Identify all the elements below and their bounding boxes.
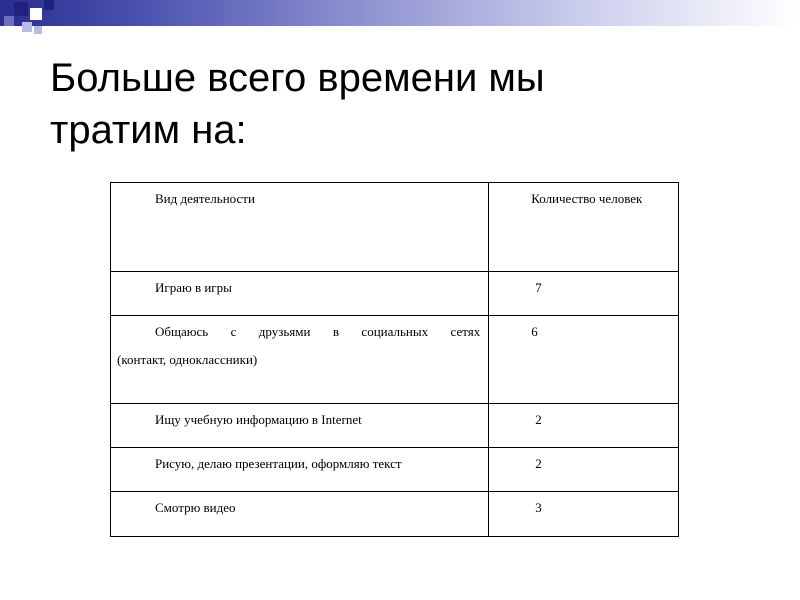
slide-title-line-2: тратим на: xyxy=(50,108,247,152)
table-row xyxy=(111,492,679,537)
table-row xyxy=(111,272,679,316)
activity-label: Общаюсь с друзьями в социальных сетях xyxy=(155,324,481,339)
activity-table xyxy=(110,182,679,537)
header-activity-label: Вид деятельности xyxy=(155,191,255,206)
decoration-square xyxy=(22,22,32,32)
activity-label: Смотрю видео xyxy=(155,500,236,515)
count-cell xyxy=(489,272,679,316)
slide-title-line-1: Больше всего времени мы xyxy=(50,56,545,100)
count-value: 2 xyxy=(535,456,542,471)
top-decoration-bar xyxy=(0,0,800,26)
activity-cell xyxy=(111,272,489,316)
decoration-square xyxy=(14,2,28,16)
slide-title xyxy=(50,52,670,156)
count-value: 2 xyxy=(535,412,542,427)
decoration-square xyxy=(34,26,42,34)
activity-cell xyxy=(111,404,489,448)
table-row xyxy=(111,316,679,404)
activity-cell xyxy=(111,492,489,537)
count-value: 7 xyxy=(535,280,542,295)
header-cell-activity xyxy=(111,183,489,272)
table-row xyxy=(111,448,679,492)
header-cell-count xyxy=(489,183,679,272)
header-count-label: Количество человек xyxy=(531,191,643,206)
count-cell xyxy=(489,492,679,537)
activity-label: Рисую, делаю презентации, оформляю текст xyxy=(155,456,402,471)
activity-label-continuation: (контакт, одноклассники) xyxy=(117,352,258,367)
decoration-square xyxy=(30,8,42,20)
count-cell xyxy=(489,448,679,492)
decoration-square xyxy=(44,0,54,10)
decoration-square xyxy=(4,16,14,26)
count-cell xyxy=(489,404,679,448)
table-row xyxy=(111,404,679,448)
activity-label: Ищу учебную информацию в Internet xyxy=(155,412,362,427)
activity-cell xyxy=(111,448,489,492)
activity-cell xyxy=(111,316,489,404)
count-cell xyxy=(489,316,679,404)
activity-label: Играю в игры xyxy=(155,280,232,295)
count-value: 6 xyxy=(531,324,538,339)
count-value: 3 xyxy=(535,500,542,515)
table-header-row xyxy=(111,183,679,272)
